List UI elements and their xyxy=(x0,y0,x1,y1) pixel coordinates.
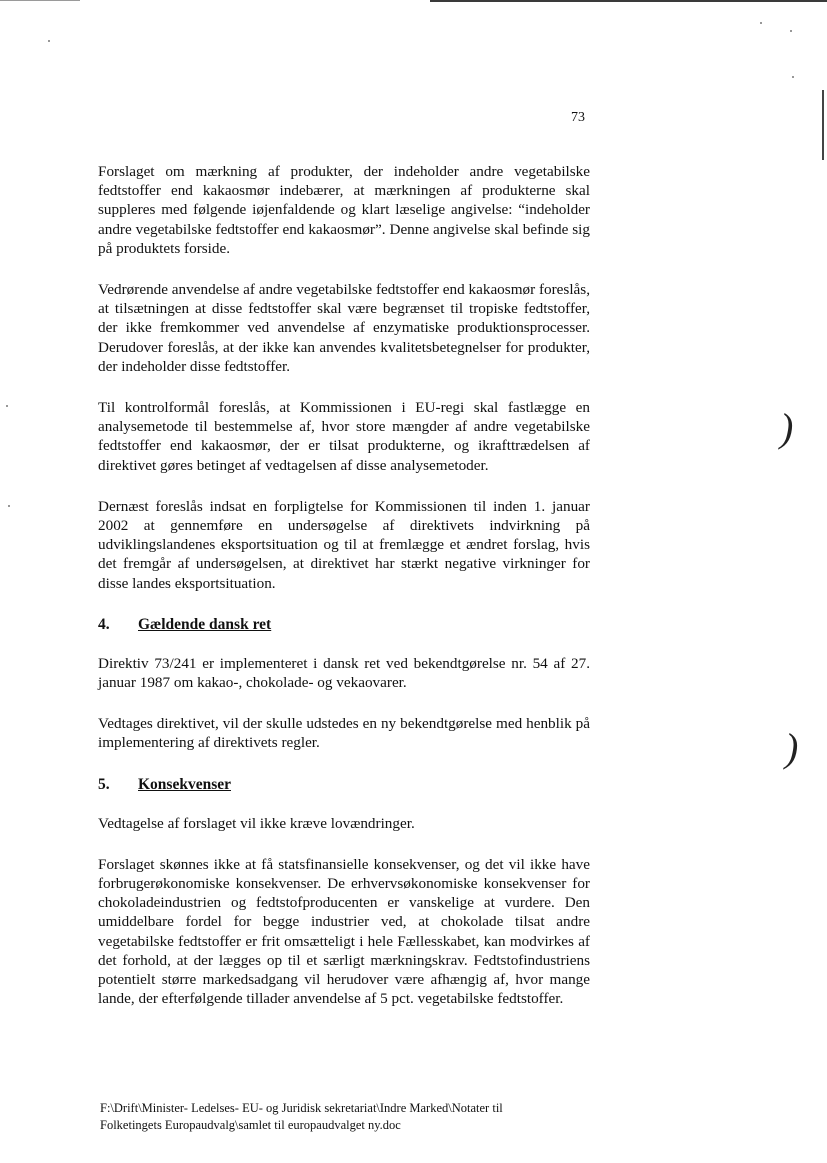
section-5-number: 5. xyxy=(98,775,110,793)
scan-speck xyxy=(48,40,50,42)
section-4-number: 4. xyxy=(98,615,110,633)
footer-line: F:\Drift\Minister- Ledelses- EU- og Juridisk sekretariat\Indre Marked\Notater til xyxy=(100,1101,503,1115)
scan-speck xyxy=(8,505,10,507)
scan-artifact-top-right xyxy=(430,0,827,2)
scan-artifact-top-left xyxy=(0,0,80,1)
paragraph-vegetable-fats: Vedrørende anvendelse af andre vegetabilske fedtstoffer end kakaosmør foreslås, at tilsætningen at disse fedtstoffer skal være begrænset til tropiske fedtstoffer, der ikke fremkommer ved anvendelse af enzymatiske produktionsprocesser. Derudover foreslås, at der ikke kan anvendes kvalitetsbetegnelser for produkter, der indeholder disse fedtstoffer. xyxy=(98,281,590,375)
binder-hole-mark-lower: ) xyxy=(785,725,799,770)
section-4-title: Gældende dansk ret xyxy=(138,615,272,633)
section-4-heading xyxy=(98,615,590,634)
section-5-title: Konsekvenser xyxy=(138,775,231,793)
section-5-paragraph: Forslaget skønnes ikke at få statsfinansielle konsekvenser, og det vil ikke have forbrugerøkonomiske konsekvenser. De erhvervsøkonomiske konsekvenser for chokoladeindustrien og fedtstofproducenten er vanskelige at vurdere. Den umiddelbare fordel for begge industrier ved, at chokolade tilsat andre vegetabilske fedtstoffer er frit omsætteligt i hele Fællesskabet, kan modvirkes af det forhold, at der lægges op til et særligt mærkningskrav. Fedtstofindustriens potentielt større markedsadgang vil herudover være afhængig af, hvor mange lande, der efterfølgende tillader anvendelse af 5 pct. vegetabilske fedtstoffer. xyxy=(98,855,590,1008)
scan-speck xyxy=(792,76,794,78)
paragraph-marking: Forslaget om mærkning af produkter, der indeholder andre vegetabilske fedtstoffer end kakaosmør indebærer, at mærkningen af produkterne skal suppleres med følgende iøjenfaldende og klart læselige angivelse: “indeholder andre vegetabilske fedtstoffer end kakaosmør”. Denne angivelse skal befinde sig på produktets forside. xyxy=(98,163,590,257)
footer-line: Folketingets Europaudvalg\samlet til europaudvalget ny.doc xyxy=(100,1118,401,1132)
scan-speck xyxy=(760,22,762,24)
section-5-heading xyxy=(98,775,590,794)
document-body xyxy=(98,162,590,1031)
binder-hole-mark-upper: ) xyxy=(780,405,794,450)
paragraph-control: Til kontrolformål foreslås, at Kommissionen i EU-regi skal fastlægge en analysemetode til bestemmelse af, hvor store mængder af andre vegetabilske fedtstoffer end kakaosmør, der er tilsat produkterne, og ikrafttrædelsen af direktivet gøres betinget af vedtagelsen af disse analysemetoder. xyxy=(98,399,590,474)
scan-speck xyxy=(790,30,792,32)
section-4-paragraph: Direktiv 73/241 er implementeret i dansk ret ved bekendtgørelse nr. 54 af 27. januar 1987 om kakao-, chokolade- og vekaovarer. xyxy=(98,654,590,692)
paragraph-obligation: Dernæst foreslås indsat en forpligtelse for Kommissionen til inden 1. januar 2002 at gennemføre en undersøgelse af direktivets indvirkning på udviklingslandenes eksportsituation og til at fremlægge et ændret forslag, hvis det fremgår af undersøgelsen, at direktivet har stærkt negative virkninger for disse landes eksportsituation. xyxy=(98,497,590,592)
file-path-footer xyxy=(100,1100,503,1134)
scan-artifact-right-edge xyxy=(822,90,824,160)
section-4-paragraph: Vedtages direktivet, vil der skulle udstedes en ny bekendtgørelse med henblik på implementering af direktivets regler. xyxy=(98,715,590,752)
section-5-paragraph: Vedtagelse af forslaget vil ikke kræve lovændringer. xyxy=(98,814,415,832)
page-number: 73 xyxy=(571,110,585,125)
scan-speck xyxy=(6,405,8,407)
